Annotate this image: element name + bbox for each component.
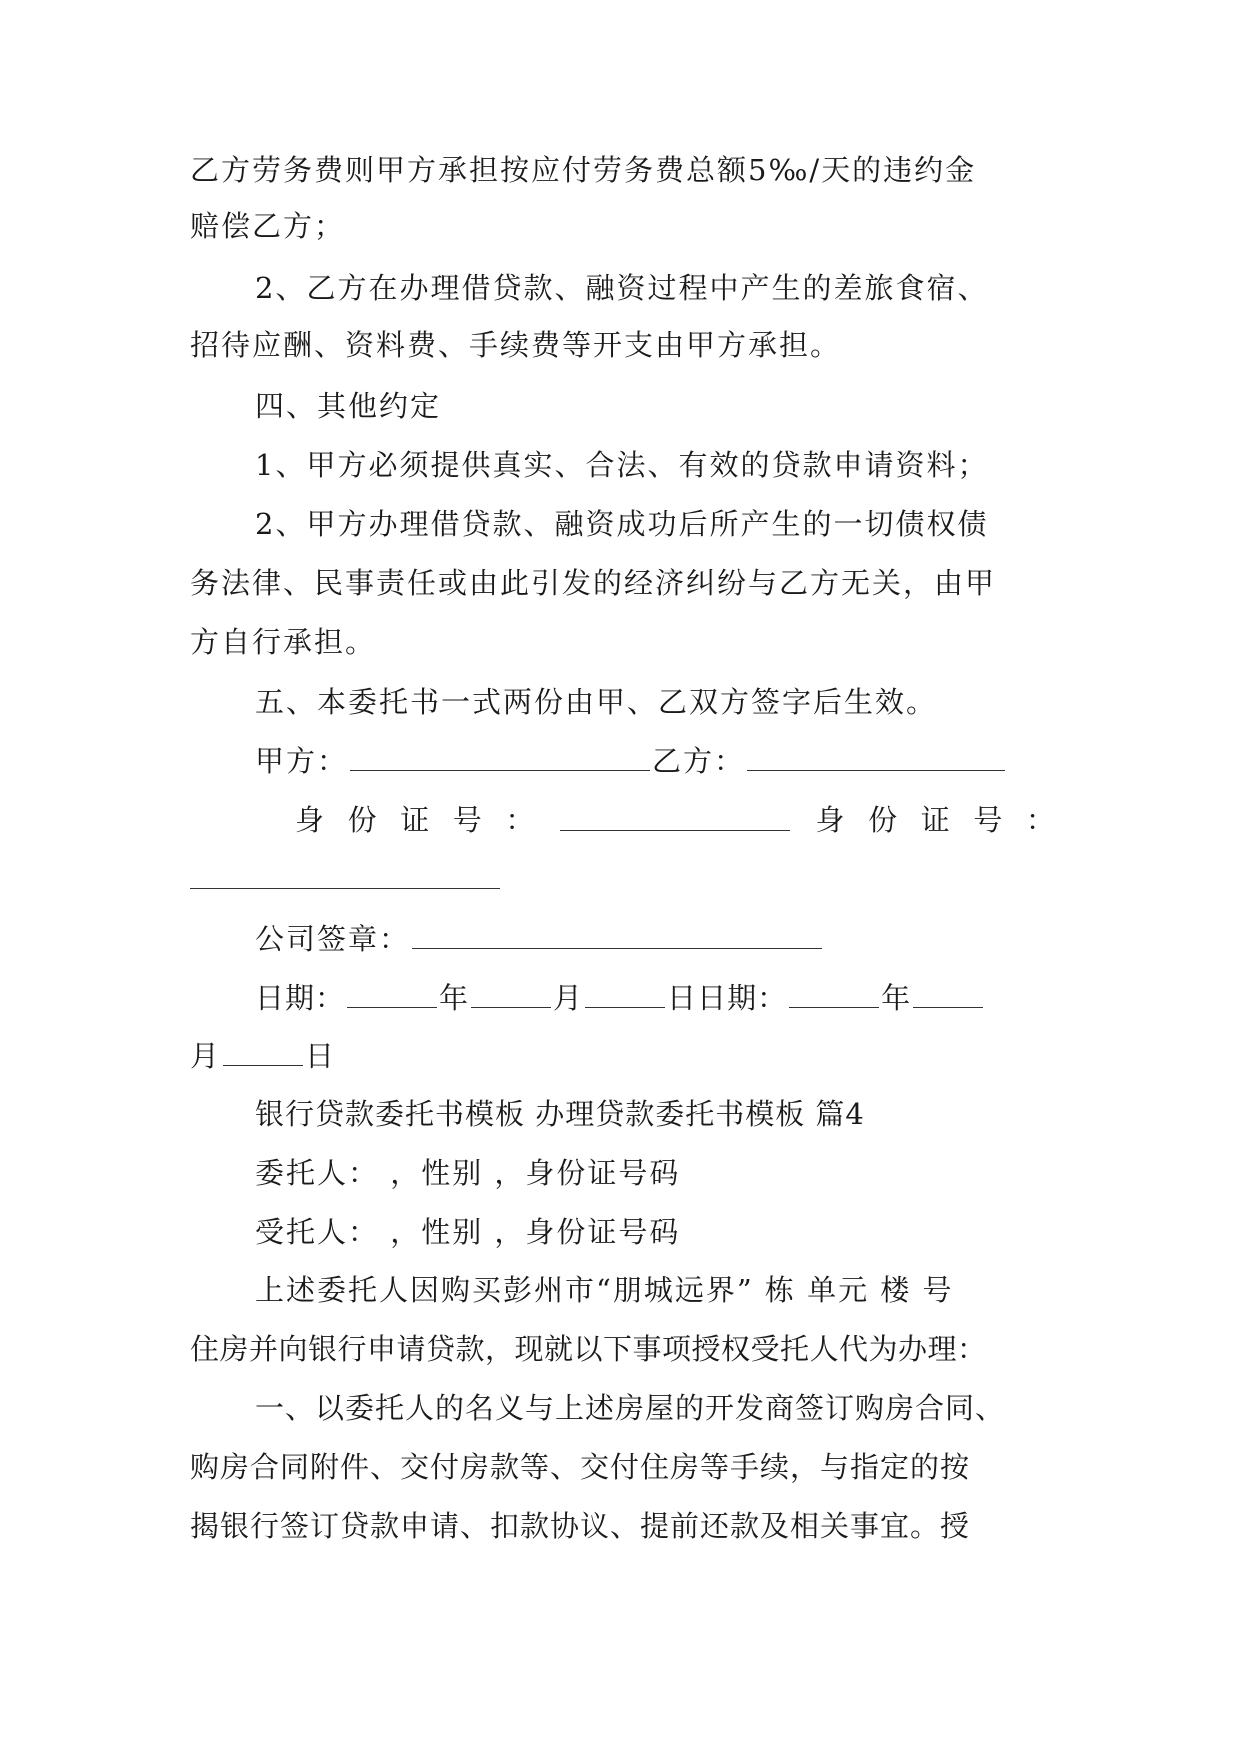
day-label: 日 [305, 1039, 337, 1073]
id-label-2-char: ： [1025, 803, 1055, 837]
agent-line: 受托人： ，性别 ，身份证号码 [255, 1215, 681, 1249]
paragraph-line: 2、甲方办理借贷款、融资成功后所产生的一切债权债 [255, 507, 989, 541]
seal-blank [412, 918, 822, 949]
principal-line: 委托人： ，性别 ，身份证号码 [255, 1156, 681, 1190]
article-title: 银行贷款委托书模板 办理贷款委托书模板 篇4 [255, 1097, 865, 1131]
seal-row [255, 918, 1050, 958]
month-label: 月 [553, 981, 584, 1015]
paragraph-line: 2、乙方在办理借贷款、融资过程中产生的差旅食宿、 [255, 271, 989, 305]
id-label-2-char: 号 [973, 803, 1003, 837]
party-a-label: 甲方： [255, 744, 349, 778]
date-label-2: 日期： [697, 981, 788, 1015]
section-heading: 五、本委托书一式两份由甲、乙双方签字后生效。 [255, 685, 938, 719]
id-label-1-char: ： [505, 803, 535, 837]
party-b-blank [747, 740, 1005, 771]
paragraph-line: 购房合同附件、交付房款等、交付住房等手续，与指定的按 [190, 1450, 971, 1484]
id-label-1-char: 身 [295, 803, 325, 837]
paragraph-line: 上述委托人因购买彭州市“朋城远界” 栋 单元 楼 号 [255, 1273, 954, 1307]
paragraph-line: 赔偿乙方； [190, 209, 346, 243]
id-number-continuation [190, 858, 1050, 898]
paragraph-line: 1、甲方必须提供真实、合法、有效的贷款申请资料； [255, 448, 989, 482]
id-label-2-char: 身 [815, 803, 845, 837]
year-label: 年 [881, 981, 912, 1015]
section-heading: 四、其他约定 [255, 389, 442, 423]
id-label-1-char: 证 [400, 803, 430, 837]
month-label: 月 [190, 1039, 222, 1073]
paragraph-line: 一、以委托人的名义与上述房屋的开发商签订购房合同、 [255, 1391, 1006, 1425]
id-label-2-char: 证 [920, 803, 950, 837]
paragraph-line: 乙方劳务费则甲方承担按应付劳务费总额5‰/天的违约金 [190, 153, 977, 187]
paragraph-line: 方自行承担。 [190, 625, 377, 659]
paragraph-line: 招待应酬、资料费、手续费等开支由甲方承担。 [190, 328, 842, 362]
party-b-label: 乙方： [652, 744, 746, 778]
id-label-2-char: 份 [868, 803, 898, 837]
date-continuation [190, 1035, 1050, 1075]
date-day-blank-2 [223, 1035, 303, 1066]
party-a-blank [350, 740, 650, 771]
date-label-1: 日期： [255, 981, 346, 1015]
id-label-1-char: 号 [452, 803, 482, 837]
signature-row [255, 740, 1050, 780]
paragraph-line: 住房并向银行申请贷款，现就以下事项授权受托人代为办理： [190, 1332, 987, 1366]
date-month-blank-2 [913, 977, 983, 1008]
year-label: 年 [439, 981, 470, 1015]
date-row [255, 977, 1050, 1017]
id-number-blank-2 [190, 858, 500, 889]
paragraph-line: 务法律、民事责任或由此引发的经济纠纷与乙方无关，由甲 [190, 566, 997, 600]
paragraph-line: 揭银行签订贷款申请、扣款协议、提前还款及相关事宜。授 [190, 1509, 971, 1543]
day-label: 日 [667, 981, 698, 1015]
date-day-blank-1 [585, 977, 665, 1008]
seal-label: 公司签章： [255, 922, 411, 956]
date-month-blank-1 [471, 977, 551, 1008]
id-number-blank-1 [560, 800, 790, 831]
id-number-row [295, 800, 1055, 840]
date-year-blank-1 [347, 977, 437, 1008]
id-label-1-char: 份 [347, 803, 377, 837]
date-year-blank-2 [789, 977, 879, 1008]
